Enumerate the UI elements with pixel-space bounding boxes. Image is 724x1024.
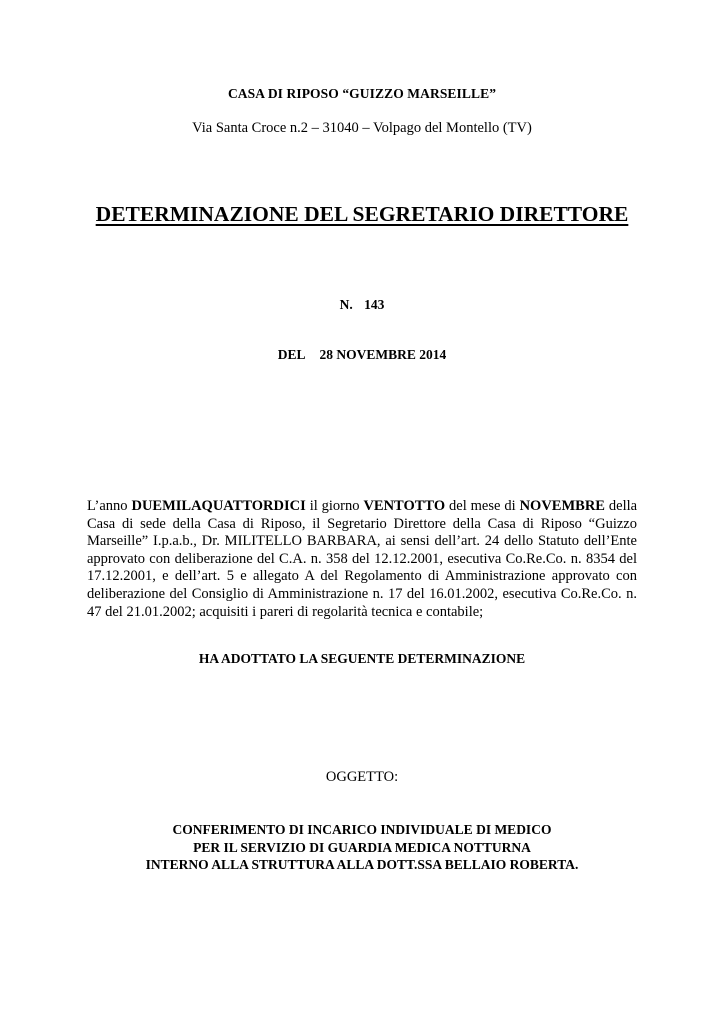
subject-text	[0, 821, 724, 874]
intro-mese: del mese di	[449, 498, 516, 514]
subject-line: INTERNO ALLA STRUTTURA ALLA DOTT.SSA BELLAIO ROBERTA.	[145, 857, 579, 872]
document-number-line	[0, 297, 724, 313]
document-title: DETERMINAZIONE DEL SEGRETARIO DIRETTORE	[95, 202, 629, 226]
date-label: DEL	[277, 347, 306, 362]
month-words: NOVEMBRE	[519, 498, 605, 514]
document-number: 143	[364, 297, 385, 312]
subject-line: CONFERIMENTO DI INCARICO INDIVIDUALE DI MEDICO	[172, 822, 552, 837]
organization-name: CASA DI RIPOSO “GUIZZO MARSEILLE”	[227, 86, 497, 101]
document-date-line	[0, 347, 724, 363]
subject-line: PER IL SERVIZIO DI GUARDIA MEDICA NOTTURNA	[193, 839, 531, 855]
body-paragraph	[87, 498, 637, 621]
body-text: della Casa di sede della Casa di Riposo, il Segretario Direttore della Casa di Riposo “Guizzo Marseille” I.p.a.b., Dr. MILITELLO BARBARA, ai sensi dell’art. 24 dello Statuto dell’Ente approvato con deliberazione del C.A. n. 358 del 12.12.2001, esecutiva Co.Re.Co. n. 8354 del 17.12.2001, e dell’art. 5 e allegato A del Regolamento di Amministrazione approvato con deliberazione del Consiglio di Amministrazione n. 17 del 16.01.2002, esecutiva Co.Re.Co. n. 47 del 21.01.2002; acquisiti i pareri di regolarità tecnica e contabile;	[87, 498, 638, 620]
organization-address: Via Santa Croce n.2 – 31040 – Volpago del Montello (TV)	[192, 120, 532, 136]
year-words: DUEMILAQUATTORDICI	[131, 498, 306, 514]
intro-anno: L’anno	[87, 498, 128, 514]
number-label: N.	[339, 297, 353, 312]
adopted-heading: HA ADOTTATO LA SEGUENTE DETERMINAZIONE	[198, 651, 526, 666]
day-words: VENTOTTO	[363, 498, 446, 514]
subject-label: OGGETTO:	[325, 769, 399, 785]
intro-giorno: il giorno	[309, 498, 360, 514]
document-date: 28 NOVEMBRE 2014	[319, 347, 447, 362]
